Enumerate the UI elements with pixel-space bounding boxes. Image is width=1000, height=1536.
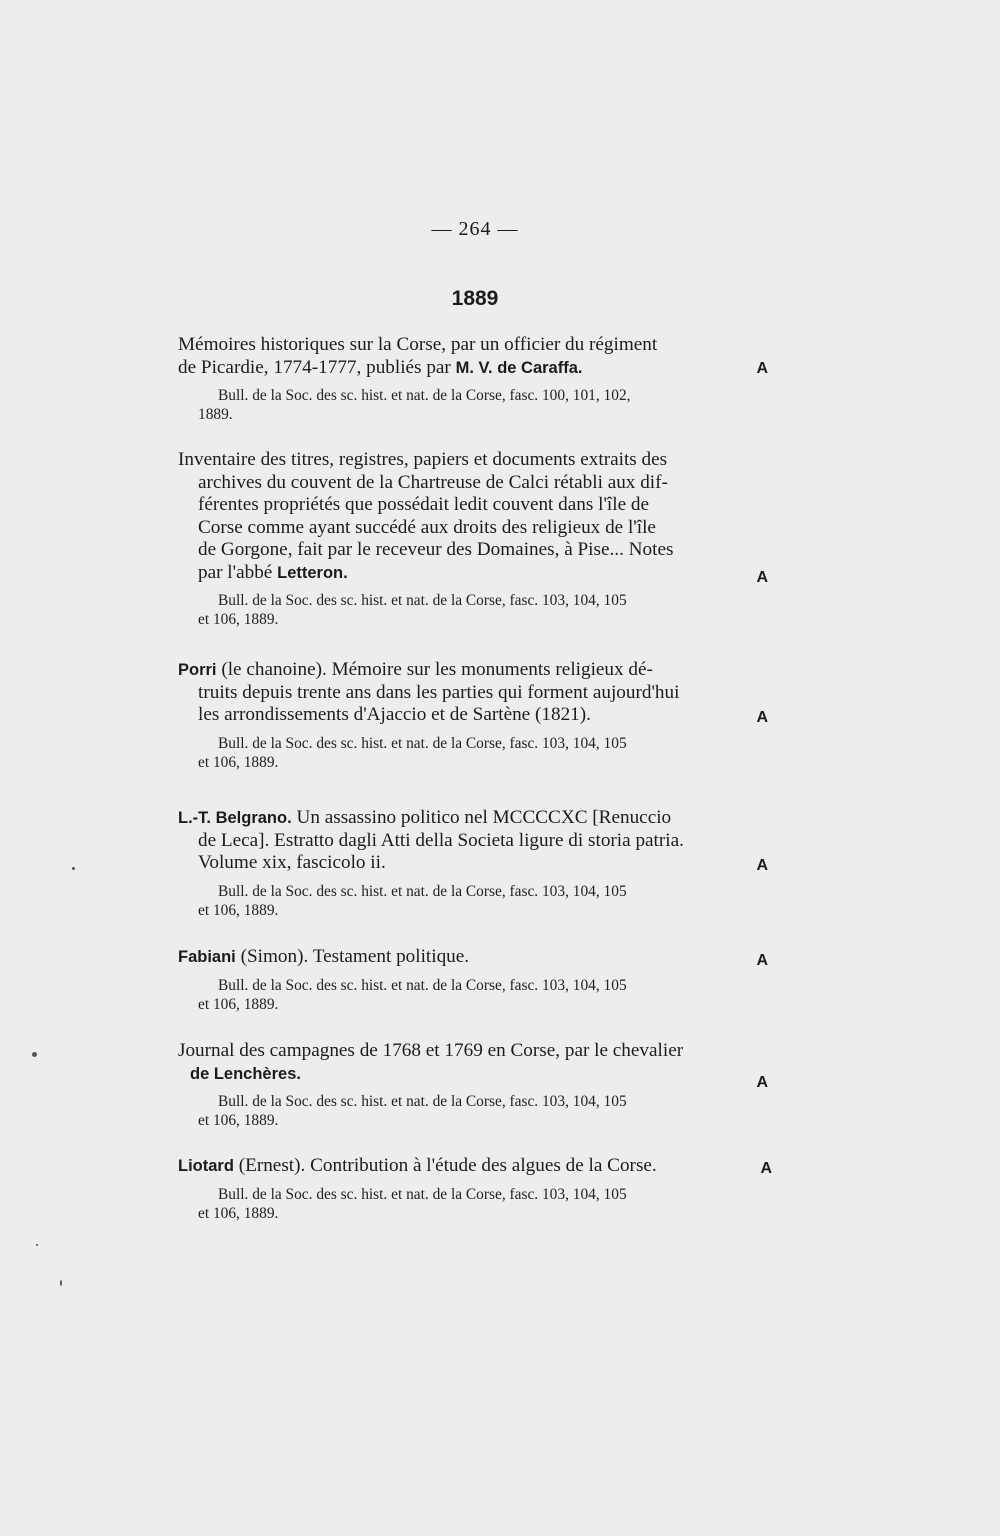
entry-line: de Gorgone, fait par le receveur des Domaines, à Pise... Notes [198,539,674,560]
scan-speck [72,867,75,870]
entry-line: férentes propriétés que possédait ledit couvent dans l'île de [198,494,650,515]
bibliography-entry [178,1155,782,1223]
entry-line: truits depuis trente ans dans les parties qui forment aujourd'hui [198,681,680,703]
scan-speck [36,1244,38,1246]
year-heading: 1889 [451,287,499,310]
source-line: Bull. de la Soc. des sc. hist. et nat. de la Corse, fasc. 103, 104, 105 [218,734,627,752]
source-line: et 106, 1889. [198,1112,279,1129]
entry-author: L.-T. Belgrano. [178,809,292,827]
entry-source [178,734,782,772]
source-line: et 106, 1889. [198,901,279,919]
entry-line: par l'abbé [198,561,278,583]
entry-line: Corse comme ayant succédé aux droits des religieux de l'île [198,516,656,538]
bibliography-entry [178,807,782,920]
entry-line: Volume xix, fascicolo ii. [198,852,386,873]
entry-author: Liotard [178,1157,234,1175]
entry-source [178,1092,782,1130]
source-line: et 106, 1889. [198,753,279,771]
source-line: Bull. de la Soc. des sc. hist. et nat. de la Corse, fasc. 103, 104, 105 [218,1093,627,1110]
entry-line: Un assassino politico nel MCCCCXC [Renuccio [291,807,672,828]
scan-speck [32,1052,37,1057]
entry-text [178,334,782,379]
entry-line: Journal des campagnes de 1768 et 1769 en Corse, par le chevalier [178,1040,684,1061]
entry-text [178,1155,782,1178]
source-line: Bull. de la Soc. des sc. hist. et nat. de la Corse, fasc. 103, 104, 105 [218,976,627,994]
entry-text [178,659,782,727]
entry-source [178,882,782,920]
entry-source [178,976,782,1014]
entry-line: (Ernest). Contribution à l'étude des algues de la Corse. [233,1155,657,1176]
entry-marker: A [756,360,768,377]
entry-line: (Simon). Testament politique. [235,946,470,967]
entry-author: M. V. de Caraffa. [455,358,583,377]
bibliography-entry [178,946,782,1014]
source-line: 1889. [198,406,233,423]
entry-author: Fabiani [178,948,236,966]
entry-line: Inventaire des titres, registres, papiers et documents extraits des [178,449,668,470]
source-line: Bull. de la Soc. des sc. hist. et nat. de la Corse, fasc. 100, 101, 102, [218,387,631,404]
entry-source [178,591,782,629]
entry-line: archives du couvent de la Chartreuse de Calci rétabli aux dif- [198,471,668,493]
entry-marker: A [756,857,768,874]
entry-author: de Lenchères. [190,1064,301,1083]
entry-marker: A [756,952,768,969]
entry-text [178,807,782,875]
entry-line: Mémoires historiques sur la Corse, par un officier du régiment [178,334,658,355]
entry-line: de Picardie, 1774-1777, publiés par [178,356,456,378]
source-line: Bull. de la Soc. des sc. hist. et nat. de la Corse, fasc. 103, 104, 105 [218,1185,627,1203]
source-line: et 106, 1889. [198,611,279,628]
entry-marker: A [756,569,768,586]
entry-line: de Leca]. Estratto dagli Atti della Societa ligure di storia patria. [198,829,684,851]
source-line: Bull. de la Soc. des sc. hist. et nat. de la Corse, fasc. 103, 104, 105 [218,882,627,900]
entry-text [178,1040,782,1091]
scan-speck [60,1280,62,1286]
page-number: — 264 — [431,218,519,240]
entry-source [178,1185,782,1223]
entry-marker: A [760,1160,772,1177]
bibliography-entry [178,334,782,424]
entry-line: (le chanoine). Mémoire sur les monuments religieux dé- [216,659,653,680]
bibliography-entry [178,1040,782,1130]
entry-author: Porri [178,661,217,679]
entry-marker: A [756,1074,768,1091]
entry-line: les arrondissements d'Ajaccio et de Sartène (1821). [198,704,591,725]
bibliography-entry [178,449,782,629]
source-line: et 106, 1889. [198,995,279,1013]
entry-author: Letteron. [277,563,348,582]
source-line: Bull. de la Soc. des sc. hist. et nat. de la Corse, fasc. 103, 104, 105 [218,592,627,609]
entry-text [178,449,782,584]
source-line: et 106, 1889. [198,1204,279,1222]
entry-text [178,946,782,969]
entry-source [178,386,782,424]
bibliography-entry [178,659,782,772]
entry-marker: A [756,709,768,726]
